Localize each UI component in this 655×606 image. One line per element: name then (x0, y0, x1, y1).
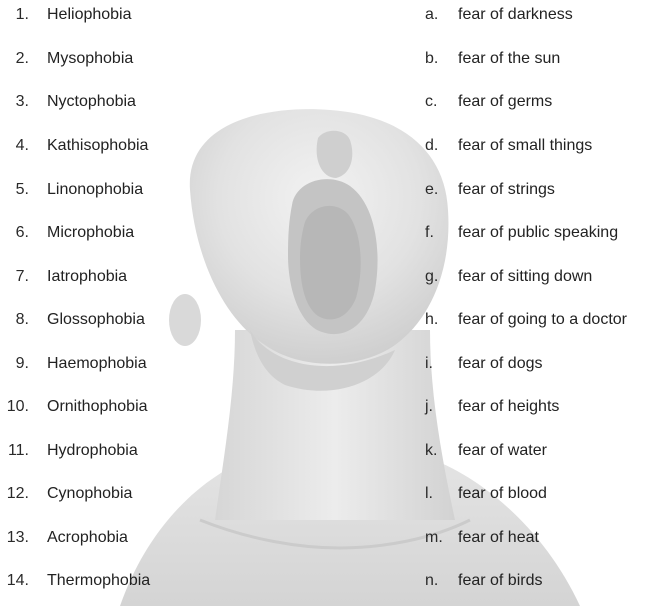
item-number: 11. (7, 442, 29, 459)
list-item (425, 221, 619, 245)
item-letter: a. (425, 6, 439, 23)
list-item (425, 3, 573, 27)
list-item (0, 526, 128, 550)
item-number: 12. (6, 485, 29, 502)
list-item (425, 526, 539, 550)
item-number: 4. (15, 137, 29, 154)
list-item (0, 47, 134, 71)
list-item (0, 569, 151, 593)
meaning-text: fear of heat (458, 529, 539, 546)
item-letter: l. (425, 485, 433, 502)
list-item (0, 178, 144, 202)
item-letter: f. (425, 224, 434, 241)
phobia-name: Iatrophobia (47, 268, 128, 285)
meaning-text: fear of going to a doctor (458, 311, 627, 328)
item-letter: e. (425, 181, 439, 198)
list-item (425, 308, 627, 332)
phobia-name: Kathisophobia (47, 137, 149, 154)
list-item (425, 90, 553, 114)
phobia-name: Mysophobia (47, 50, 134, 67)
list-item (0, 395, 148, 419)
meaning-text: fear of germs (458, 93, 553, 110)
meaning-text: fear of water (458, 442, 547, 459)
meaning-text: fear of small things (458, 137, 593, 154)
phobia-name: Ornithophobia (47, 398, 148, 415)
phobia-name: Heliophobia (47, 6, 132, 23)
item-letter: g. (425, 268, 439, 285)
meaning-text: fear of blood (458, 485, 547, 502)
meaning-text: fear of heights (458, 398, 560, 415)
item-number: 1. (15, 6, 29, 23)
list-item (425, 482, 547, 506)
meaning-text: fear of birds (458, 572, 543, 589)
item-letter: m. (425, 529, 443, 546)
meaning-text: fear of public speaking (458, 224, 619, 241)
list-item (0, 308, 145, 332)
item-number: 14. (6, 572, 29, 589)
list-item (0, 439, 138, 463)
list-item (0, 221, 135, 245)
list-item (0, 90, 136, 114)
meaning-text: fear of darkness (458, 6, 573, 23)
list-item (425, 569, 543, 593)
meaning-text: fear of dogs (458, 355, 543, 372)
list-item (0, 482, 133, 506)
item-number: 7. (15, 268, 29, 285)
item-letter: d. (425, 137, 439, 154)
item-number: 2. (15, 50, 29, 67)
item-number: 9. (15, 355, 29, 372)
list-item (0, 265, 128, 289)
list-item (0, 134, 149, 158)
list-item (425, 47, 561, 71)
item-number: 13. (6, 529, 29, 546)
item-letter: i. (425, 355, 433, 372)
phobia-name: Haemophobia (47, 355, 147, 372)
item-letter: n. (425, 572, 439, 589)
list-item (0, 3, 132, 27)
item-letter: k. (425, 442, 438, 459)
list-item (425, 134, 593, 158)
phobia-name: Hydrophobia (47, 442, 138, 459)
list-item (0, 352, 147, 376)
item-number: 3. (15, 93, 29, 110)
phobia-name: Linonophobia (47, 181, 144, 198)
item-letter: c. (425, 93, 438, 110)
meaning-text: fear of strings (458, 181, 555, 198)
item-letter: j. (425, 398, 433, 415)
item-letter: h. (425, 311, 439, 328)
item-number: 6. (15, 224, 29, 241)
list-item (425, 439, 547, 463)
phobia-name: Thermophobia (47, 572, 151, 589)
phobia-name: Nyctophobia (47, 93, 136, 110)
meaning-text: fear of the sun (458, 50, 561, 67)
phobia-name: Acrophobia (47, 529, 128, 546)
phobia-name: Glossophobia (47, 311, 145, 328)
list-item (425, 395, 560, 419)
item-number: 8. (15, 311, 29, 328)
item-number: 5. (15, 181, 29, 198)
list-item (425, 265, 593, 289)
phobia-name: Cynophobia (47, 485, 133, 502)
item-letter: b. (425, 50, 439, 67)
item-number: 10. (6, 398, 29, 415)
list-item (425, 178, 555, 202)
phobia-name: Microphobia (47, 224, 135, 241)
meaning-text: fear of sitting down (458, 268, 593, 285)
list-item (425, 352, 543, 376)
